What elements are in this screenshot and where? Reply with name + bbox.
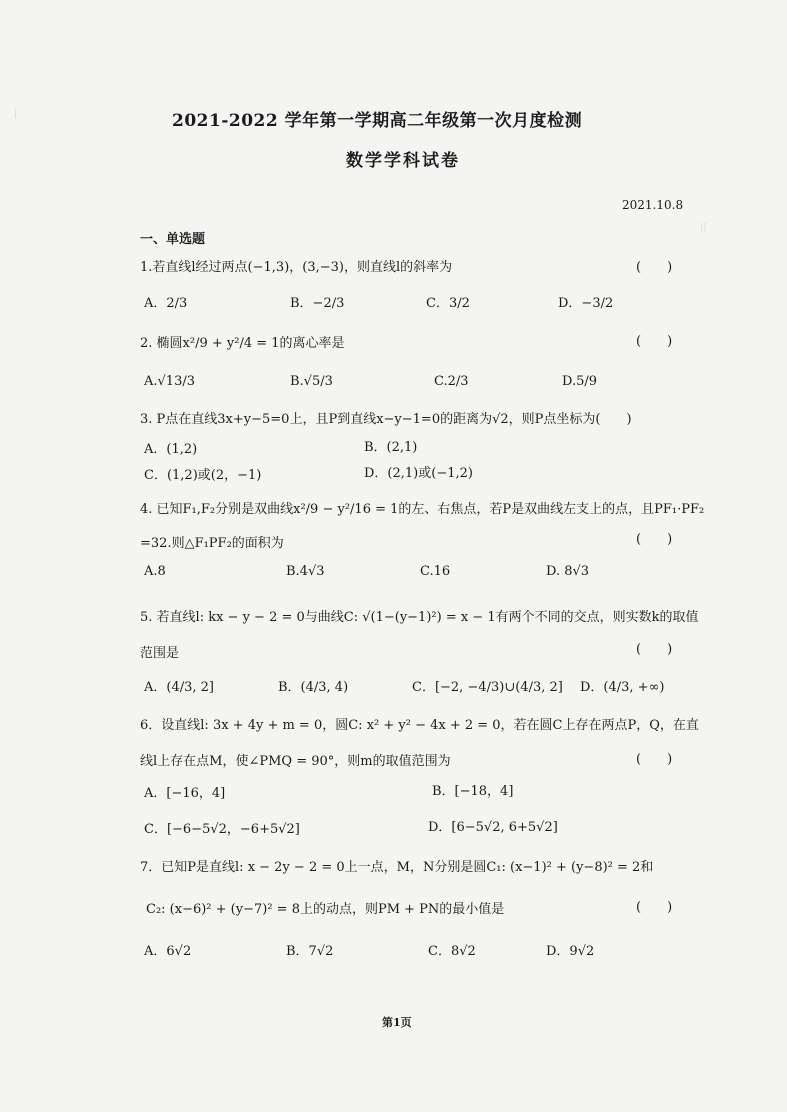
question-4-stem: 4. 已知F₁,F₂分别是双曲线x²/9 − y²/16 = 1的左、右焦点，若P是双曲线左支上的点，且PF₁·PF₂ bbox=[140, 502, 705, 517]
bleed-through-mark: || bbox=[700, 222, 707, 233]
question-7-stem-continued: C₂: (x−6)² + (y−7)² = 8上的动点，则PM + PN的最小值是 bbox=[146, 902, 505, 917]
question-6-option-b: B．[−18，4] bbox=[432, 784, 514, 799]
answer-blank: ( ) bbox=[636, 900, 673, 915]
question-6-option-d: D．[6−5√2, 6+5√2] bbox=[428, 820, 558, 835]
question-3-option-d: D．(2,1)或(−1,2) bbox=[364, 466, 473, 481]
question-3-option-c: C．(1,2)或(2，−1) bbox=[144, 468, 262, 483]
page-subtitle: 数学学科试卷 bbox=[346, 151, 460, 171]
question-1-option-d: D．−3/2 bbox=[558, 296, 614, 311]
answer-blank: ( ) bbox=[636, 260, 673, 275]
question-6-option-a: A．[−16，4] bbox=[144, 786, 226, 801]
question-6-stem-continued: 线l上存在点M，使∠PMQ = 90°，则m的取值范围为 bbox=[140, 754, 451, 769]
question-7-option-b: B．7√2 bbox=[286, 944, 334, 959]
page-number: 第1页 bbox=[382, 1016, 412, 1029]
question-7-stem: 7．已知P是直线l: x − 2y − 2 = 0上一点，M，N分别是圆C₁: (x−1)² + (y−8)² = 2和 bbox=[140, 860, 654, 875]
question-4-option-c: C.16 bbox=[420, 564, 451, 579]
section-heading: 一、单选题 bbox=[140, 232, 206, 247]
question-5-option-d: D．(4/3, +∞) bbox=[580, 680, 665, 695]
question-2-option-b: B.√5/3 bbox=[290, 374, 333, 389]
question-7-option-c: C．8√2 bbox=[428, 944, 476, 959]
question-5-stem-continued: 范围是 bbox=[140, 646, 180, 661]
question-3-stem: 3. P点在直线3x+y−5=0上，且P到直线x−y−1=0的距离为√2，则P点坐标为( ) bbox=[140, 412, 632, 427]
answer-blank: ( ) bbox=[636, 334, 673, 349]
question-5-stem: 5. 若直线l: kx − y − 2 = 0与曲线C: √(1−(y−1)²) = x − 1有两个不同的交点，则实数k的取值 bbox=[140, 610, 699, 625]
question-1-option-c: C．3/2 bbox=[426, 296, 470, 311]
question-4-option-a: A.8 bbox=[144, 564, 166, 579]
question-5-option-b: B．(4/3, 4) bbox=[278, 680, 349, 695]
question-1-option-b: B．−2/3 bbox=[290, 296, 345, 311]
question-5-option-a: A．(4/3, 2] bbox=[144, 680, 214, 695]
question-4-option-d: D. 8√3 bbox=[546, 564, 590, 579]
exam-date: 2021.10.8 bbox=[622, 198, 684, 212]
question-7-option-a: A．6√2 bbox=[144, 944, 192, 959]
answer-blank: ( ) bbox=[636, 752, 673, 767]
answer-blank: ( ) bbox=[636, 532, 673, 547]
question-2-option-a: A.√13/3 bbox=[144, 374, 195, 389]
question-5-option-c: C．[−2, −4/3)∪(4/3, 2] bbox=[412, 680, 563, 695]
question-2-option-d: D.5/9 bbox=[562, 374, 598, 389]
page-title: 2021-2022 学年第一学期高二年级第一次月度检测 bbox=[172, 111, 583, 131]
question-1-option-a: A．2/3 bbox=[144, 296, 188, 311]
bleed-through-mark: | bbox=[14, 108, 18, 119]
question-1-stem: 1.若直线l经过两点(−1,3)，(3,−3)，则直线l的斜率为 bbox=[140, 260, 453, 275]
question-4-option-b: B.4√3 bbox=[286, 564, 325, 579]
question-4-stem-continued: =32.则△F₁PF₂的面积为 bbox=[140, 536, 284, 551]
question-3-option-a: A．(1,2) bbox=[144, 442, 198, 457]
question-2-stem: 2. 椭圆x²/9 + y²/4 = 1的离心率是 bbox=[140, 336, 345, 351]
question-7-option-d: D．9√2 bbox=[546, 944, 595, 959]
question-6-stem: 6．设直线l: 3x + 4y + m = 0，圆C: x² + y² − 4x + 2 = 0，若在圆C上存在两点P，Q，在直 bbox=[140, 718, 699, 733]
question-6-option-c: C．[−6−5√2，−6+5√2] bbox=[144, 822, 300, 837]
question-3-option-b: B．(2,1) bbox=[364, 440, 418, 455]
answer-blank: ( ) bbox=[636, 642, 673, 657]
question-2-option-c: C.2/3 bbox=[434, 374, 469, 389]
